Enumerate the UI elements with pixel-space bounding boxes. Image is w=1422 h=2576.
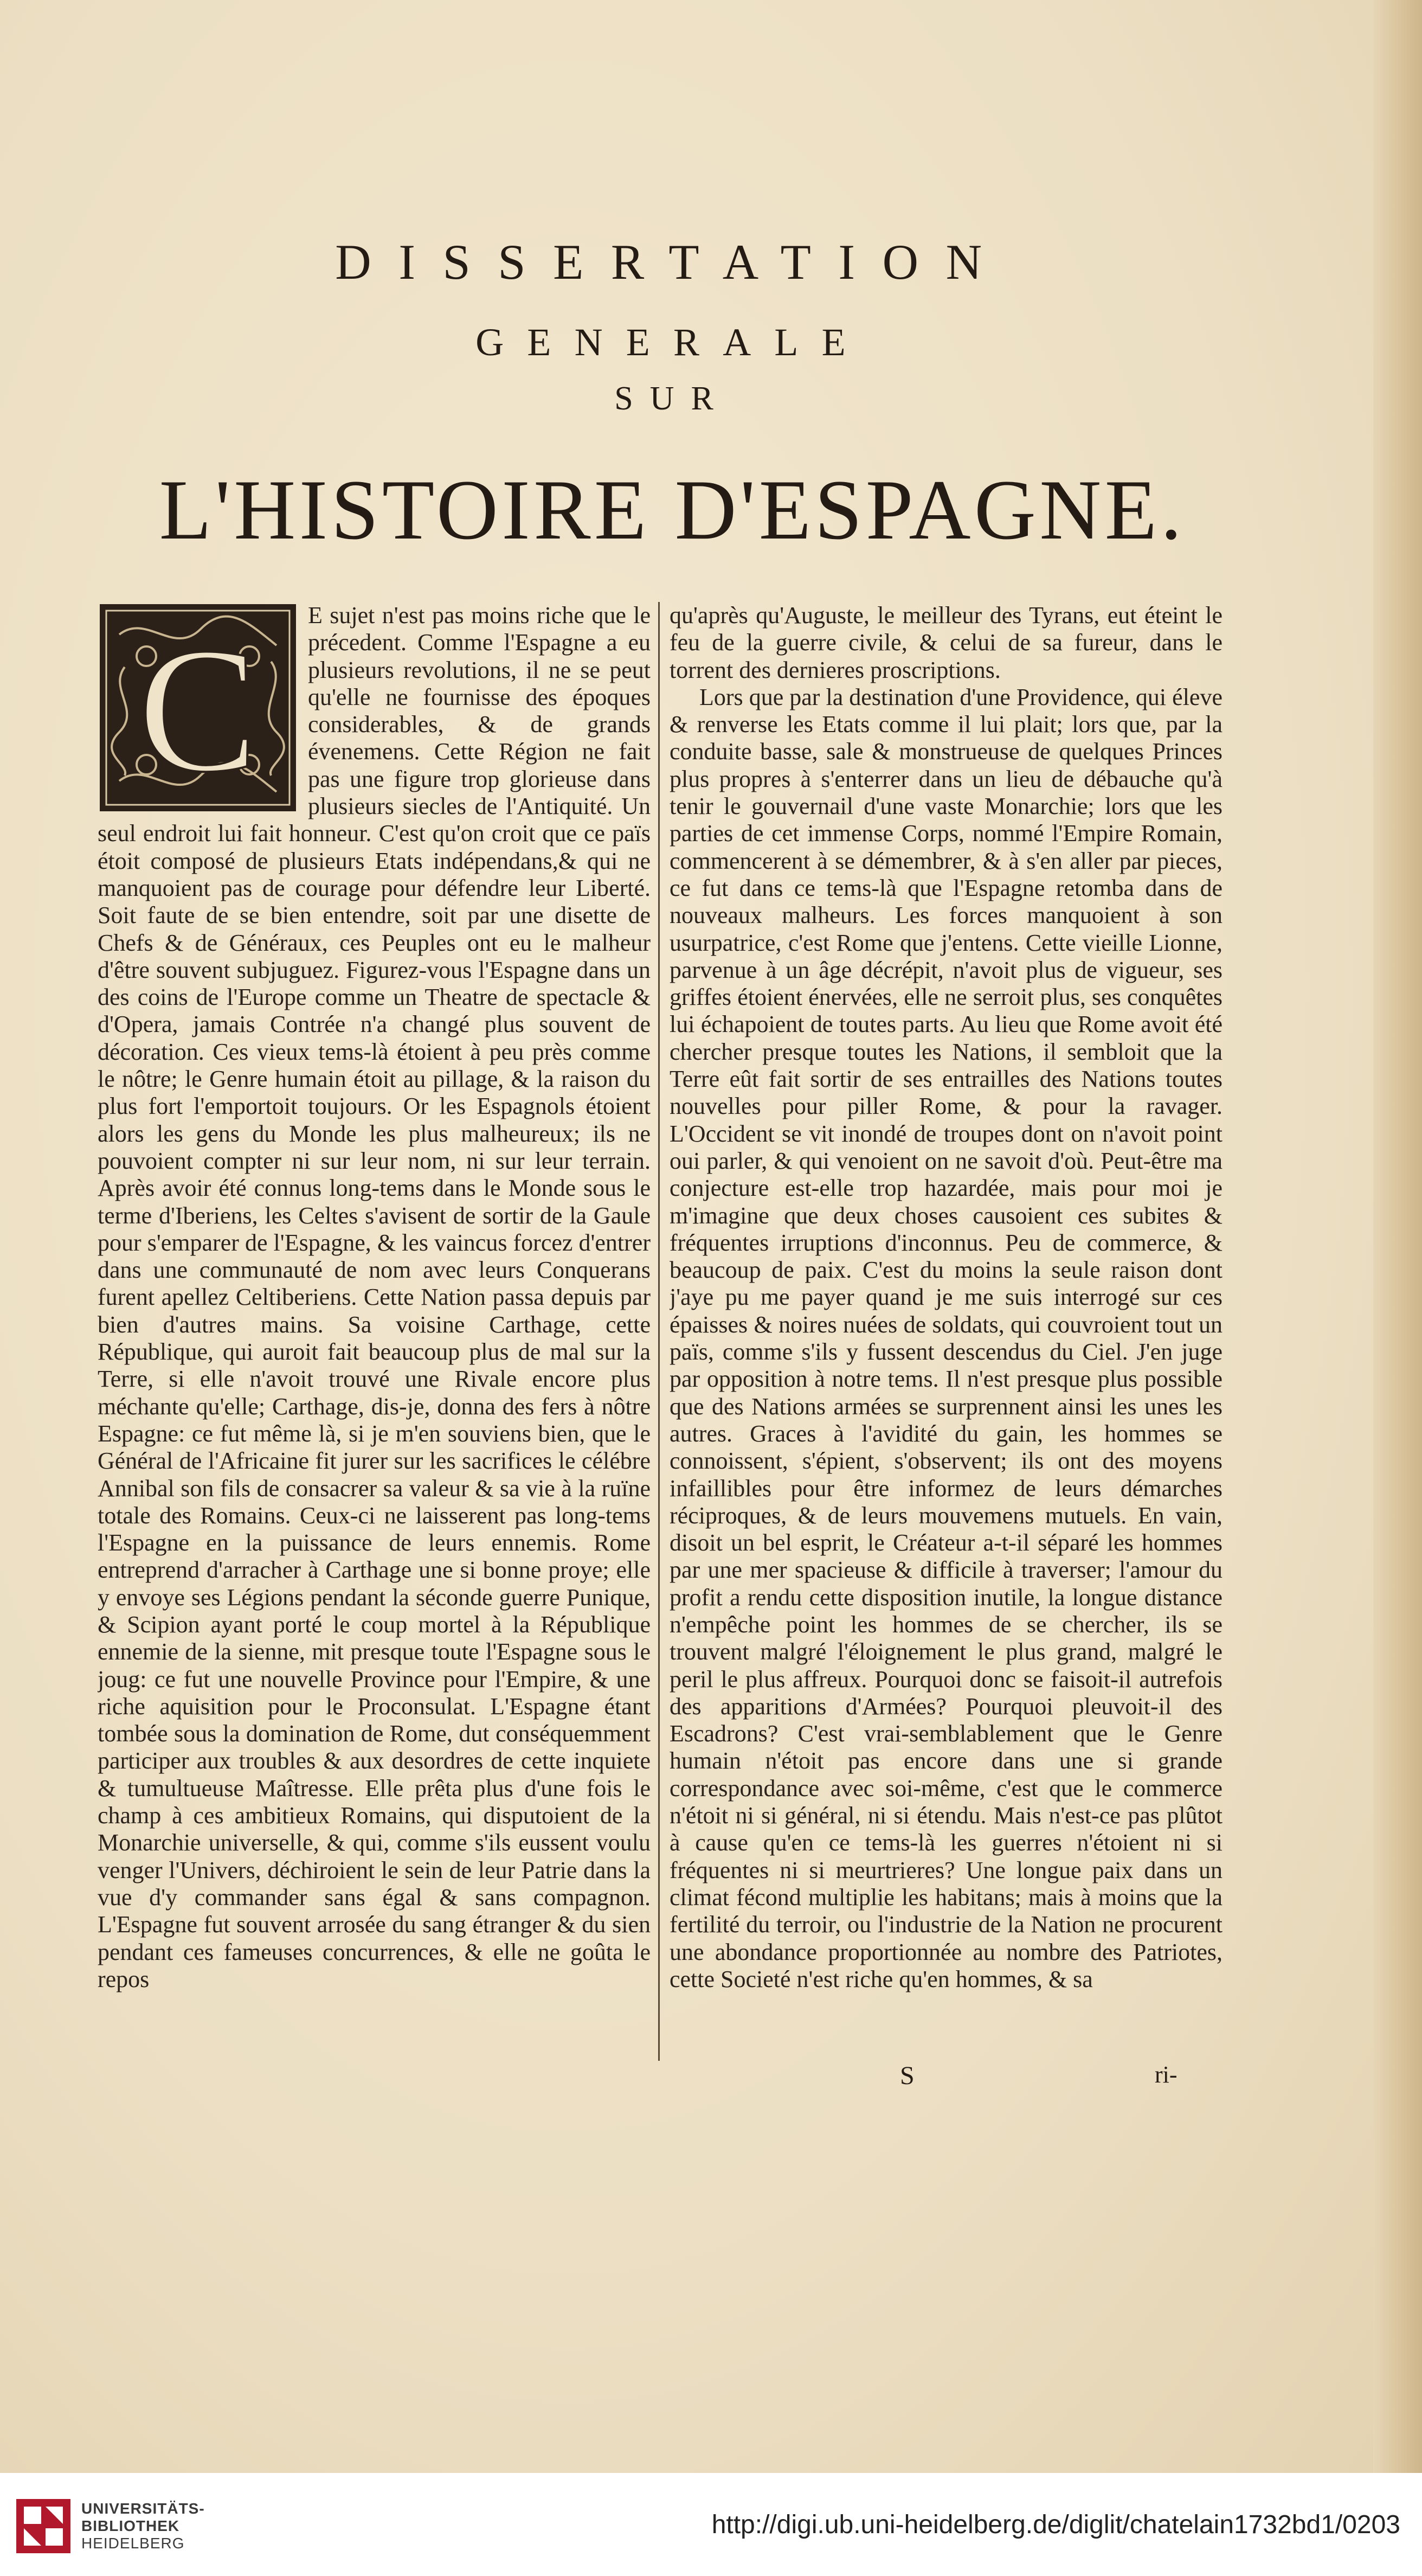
document-url-link[interactable]: http://digi.ub.uni-heidelberg.de/diglit/chatelain1732bd1/0203 (711, 2510, 1400, 2539)
library-name-line-3: HEIDELBERG (81, 2535, 185, 2552)
university-logo-icon (16, 2499, 70, 2553)
right-column (670, 602, 1222, 2099)
column-divider (658, 602, 660, 2061)
right-column-paragraph-2: Lors que par la destination d'une Providence, qui éleve & renverse les Etats comme il lui plait; lors que, par la conduite basse, sale & monstrueuse de quelques Princes plus propres à s'enterrer dans un lieu de débauche qu'à tenir le gouvernail d'une vaste Monarchie; lors que les parties de cet immense Corps, nommé l'Empire Romain, commencerent à se démembrer, & à s'en aller par pieces, ce fut dans ce tems-là que l'Espagne retomba dans de nouveaux malheurs. Les forces manquoient à son usurpatrice, c'est Rome que j'entens. Cette vieille Lionne, parvenue à un âge décrépit, n'avoit plus de vigueur, ses griffes étoient énervées, elle ne serroit plus, ses conquêtes lui échapoient de toutes parts. Au lieu que Rome avoit été chercher presque toutes les Nations, il sembloit que la Terre eût fait sortir de ses entrailles des Nations toutes nouvelles pour piller Rome, & pour la ravager. L'Occident se vit inondé de troupes dont on n'avoit point oui parler, & qui venoient on ne savoit d'où. Peut-être ma conjecture est-elle trop hazardée, mais pour moi je m'imagine que deux choses causoient ces subites & fréquentes irruptions d'inconnus. Peu de commerce, & beaucoup de paix. C'est du moins la seule raison dont j'aye pu me payer quand je me suis interrogé sur ces épaisses & noires nuées de soldats, qui couvroient tout un païs, comme s'ils y fussent descendus du Ciel. J'en juge par opposition à notre tems. Il n'est presque plus possible que des Nations armées se surprennent ainsi les unes les autres. Graces à l'avidité du gain, les hommes se connoissent, s'épient, s'observent; ils ont des moyens infaillibles pour être informez de leurs démarches réciproques, & de leurs mouvemens mutuels. En vain, disoit un bel esprit, le Créateur a-t-il séparé les hommes par une mer spacieuse & difficile à traverser; l'amour du profit a rendu cette disposition inutile, la longue distance n'empêche point les hommes de se chercher, ils se trouvent malgré l'éloignement le plus grand, malgré le peril le plus affreux. Pourquoi donc se faisoit-il autrefois des apparitions d'Armées? Pourquoi pleuvoit-il des Escadrons? C'est vrai-semblablement que le Genre humain n'étoit pas encore dans une si grande correspondance avec soi-même, c'est que le commerce n'étoit ni si général, ni si étendu. Mais n'est-ce pas plûtot à cause qu'en ce tems-là les guerres n'étoient ni si fréquentes ni si meurtrieres? Une longue paix dans un climat fécond multiplie les habitans; mais à moins que la fertilité du terroir, ou l'industrie de la Nation ne procurent une abondance proportionnée au nombre des Patriotes, cette Societé n'est riche qu'en hommes, & sa (670, 683, 1222, 1992)
title-line-4: L'HISTOIRE D'ESPAGNE. (159, 463, 1186, 558)
left-column-text: E sujet n'est pas moins riche que le précedent. Comme l'Espagne a eu plusieurs revolutions, il ne se peut qu'elle ne fournisse des époques considerables, & de grands évenemens. Cette Région ne fait pas une figure trop glorieuse dans plusieurs siecles de l'Antiquité. Un seul endroit lui fait honneur. C'est qu'on croit que ce païs étoit composé de plusieurs Etats indépendans,& qui ne manquoient pas de courage pour défendre leur Liberté. Soit faute de se bien entendre, soit par une disette de Chefs & de Généraux, ces Peuples ont eu le malheur d'être souvent subjuguez. Figurez-vous l'Espagne dans un des coins de l'Europe comme un Theatre de spectacle & d'Opera, jamais Contrée n'a changé plus souvent de décoration. Ces vieux tems-là étoient à peu près comme le nôtre; le Genre humain étoit au pillage, & la raison du plus fort l'emportoit toujours. Or les Espagnols étoient alors les gens du Monde les plus malheureux; ils ne pouvoient compter ni sur leur nom, ni sur leur terrain. Après avoir été connus long-tems dans le Monde sous le terme d'Iberiens, les Celtes s'avisent de sortir de la Gaule pour s'emparer de l'Espagne, & les vaincus forcez d'entrer dans une communauté de nom avec leurs Conquerans furent apellez Celtiberiens. Cette Nation passa depuis par bien d'autres mains. Sa voisine Carthage, cette République, qui auroit fait beaucoup plus de mal sur la Terre, si elle n'avoit trouvé une Rivale encore plus méchante qu'elle; Carthage, dis-je, donna des fers à nôtre Espagne: ce fut même là, si je m'en souviens bien, que le Général de l'Africaine fit jurer sur les sacrifices le célébre Annibal son fils de consacrer sa valeur & sa vie à la ruïne totale des Romains. Ceux-ci ne laisserent pas long-tems l'Espagne en la puissance de leurs ennemis. Rome entreprend d'arracher à Carthage une si bonne proye; elle y envoye ses Légions pendant la séconde guerre Punique, & Scipion ayant porté le coup mortel à la République ennemie de la sienne, mit presque toute l'Espagne sous le joug: ce fut une nouvelle Province pour l'Empire, & une riche aquisition pour le Proconsulat. L'Espagne étant tombée sous la domination de Rome, dut conséquemment participer aux troubles & aux desordres de cette inquiete & tumultueuse Maîtresse. Elle prêta plus d'une fois le champ à ces ambitieux Romains, qui disputoient de la Monarchie universelle, & qui, comme s'ils eussent voulu venger l'Univers, déchiroient le sein de leur Patrie dans la vue d'y commander sans égal & sans compagnon. L'Espagne fut souvent arrosée du sang étranger & du sien pendant ces fameuses concurrences, & elle ne goûta le repos (98, 602, 651, 1992)
library-name-line-1: UNIVERSITÄTS- (81, 2500, 205, 2517)
signature-mark: S (900, 2061, 915, 2090)
svg-text:C: C (138, 611, 258, 809)
title-line-3: SUR (614, 380, 730, 417)
catchword: ri- (1155, 2061, 1178, 2088)
library-name-line-2: BIBLIOTHEK (81, 2517, 180, 2534)
drop-cap-ornament (98, 602, 298, 813)
library-name (81, 2500, 205, 2552)
title-line-1: DISSERTATION (335, 234, 1009, 290)
page-edge (1373, 0, 1422, 2473)
left-column (98, 602, 651, 2099)
ornamental-drop-cap (98, 602, 298, 813)
title-line-2: GENERALE (475, 321, 869, 364)
viewer-footer (0, 2473, 1422, 2576)
right-column-paragraph-1: qu'après qu'Auguste, le meilleur des Tyrans, eut éteint le feu de la guerre civile, & celui de sa fureur, dans le torrent des dernieres proscriptions. (670, 602, 1222, 683)
